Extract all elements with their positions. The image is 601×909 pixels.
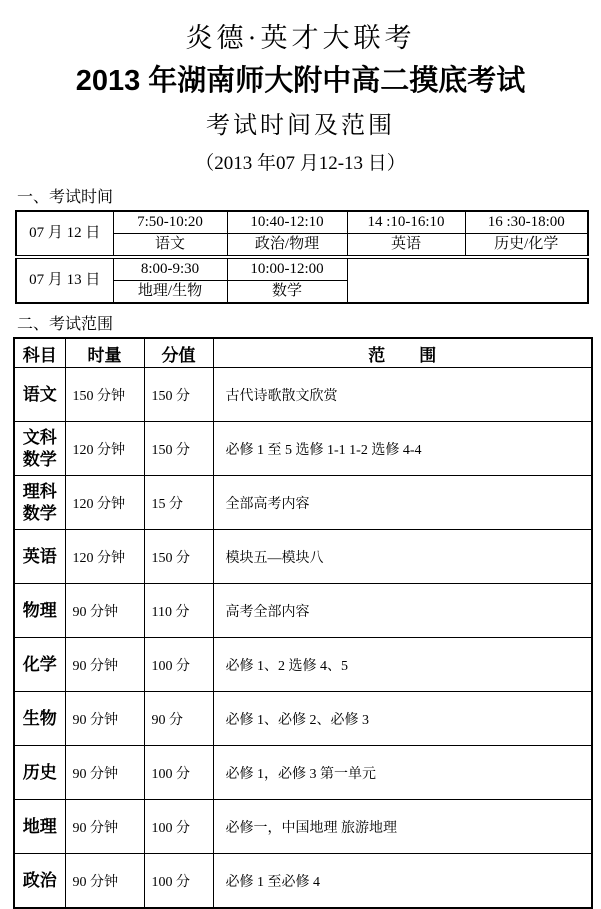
table-row (14, 422, 592, 476)
scope-duration: 120 分钟 (65, 530, 144, 584)
schedule-day2-times-row (16, 257, 588, 281)
exam-schedule-table (15, 210, 589, 304)
scope-header-row (14, 338, 592, 368)
schedule-subject-cell: 语文 (113, 234, 227, 258)
table-row (14, 584, 592, 638)
scope-range: 必修 1、2 选修 4、5 (213, 638, 592, 692)
scope-range: 必修 1 至 5 选修 1-1 1-2 选修 4-4 (213, 422, 592, 476)
schedule-time-cell: 14 :10-16:10 (347, 211, 465, 234)
table-row (14, 854, 592, 909)
table-row (14, 638, 592, 692)
schedule-subject-cell: 英语 (347, 234, 465, 258)
scope-subject: 文科数学 (14, 422, 65, 476)
schedule-time-cell: 16 :30-18:00 (465, 211, 588, 234)
scope-score: 150 分 (144, 530, 213, 584)
scope-score: 100 分 (144, 800, 213, 854)
scope-duration: 120 分钟 (65, 422, 144, 476)
scope-score: 110 分 (144, 584, 213, 638)
scope-score: 90 分 (144, 692, 213, 746)
schedule-time-cell: 8:00-9:30 (113, 257, 227, 281)
scope-score: 150 分 (144, 422, 213, 476)
scope-subject: 语文 (14, 368, 65, 422)
schedule-time-cell: 10:00-12:00 (227, 257, 347, 281)
exam-date-range: （2013 年07 月12-13 日） (195, 153, 406, 174)
scope-duration: 90 分钟 (65, 638, 144, 692)
scope-subject: 历史 (14, 746, 65, 800)
scope-header-range: 范 围 (213, 338, 592, 368)
schedule-subject-cell: 地理/生物 (113, 281, 227, 304)
scope-score: 15 分 (144, 476, 213, 530)
schedule-time-cell: 10:40-12:10 (227, 211, 347, 234)
brand-title: 炎德·英才大联考 (185, 23, 416, 53)
scope-subject: 英语 (14, 530, 65, 584)
scope-range: 古代诗歌散文欣赏 (213, 368, 592, 422)
scope-duration: 150 分钟 (65, 368, 144, 422)
scope-range: 模块五—模块八 (213, 530, 592, 584)
schedule-day1-times-row (16, 211, 588, 234)
scope-duration: 90 分钟 (65, 746, 144, 800)
table-row (14, 530, 592, 584)
schedule-subject-cell: 政治/物理 (227, 234, 347, 258)
scope-range: 必修 1 至必修 4 (213, 854, 592, 909)
scope-duration: 90 分钟 (65, 584, 144, 638)
scope-subject: 化学 (14, 638, 65, 692)
schedule-time-cell: 7:50-10:20 (113, 211, 227, 234)
schedule-date-day2: 07 月 13 日 (16, 257, 113, 303)
schedule-subject-cell: 数学 (227, 281, 347, 304)
scope-header-subject: 科目 (14, 338, 65, 368)
scope-range: 必修一，中国地理 旅游地理 (213, 800, 592, 854)
table-row (14, 800, 592, 854)
schedule-subject-cell: 历史/化学 (465, 234, 588, 258)
table-row (14, 476, 592, 530)
schedule-empty-cell (347, 257, 588, 303)
scope-range: 全部高考内容 (213, 476, 592, 530)
table-row (14, 368, 592, 422)
scope-header-duration: 时量 (65, 338, 144, 368)
scope-subject: 物理 (14, 584, 65, 638)
scope-duration: 90 分钟 (65, 854, 144, 909)
scope-range: 必修 1、必修 2、必修 3 (213, 692, 592, 746)
document-subtitle: 考试时间及范围 (206, 113, 395, 139)
scope-score: 150 分 (144, 368, 213, 422)
scope-subject: 地理 (14, 800, 65, 854)
scope-header-score: 分值 (144, 338, 213, 368)
scope-subject: 理科数学 (14, 476, 65, 530)
scope-score: 100 分 (144, 854, 213, 909)
exam-title: 2013 年湖南师大附中高二摸底考试 (75, 65, 526, 97)
scope-score: 100 分 (144, 638, 213, 692)
schedule-date-day1: 07 月 12 日 (16, 211, 113, 257)
scope-duration: 90 分钟 (65, 692, 144, 746)
section-heading-exam-time: 一、考试时间 (17, 189, 114, 206)
scope-score: 100 分 (144, 746, 213, 800)
scope-subject: 生物 (14, 692, 65, 746)
table-row (14, 692, 592, 746)
scope-duration: 90 分钟 (65, 800, 144, 854)
scope-subject: 政治 (14, 854, 65, 909)
section-heading-exam-scope: 二、考试范围 (17, 316, 114, 333)
exam-scope-table (13, 337, 593, 909)
scope-range: 必修 1，必修 3 第一单元 (213, 746, 592, 800)
scope-range: 高考全部内容 (213, 584, 592, 638)
scope-duration: 120 分钟 (65, 476, 144, 530)
table-row (14, 746, 592, 800)
